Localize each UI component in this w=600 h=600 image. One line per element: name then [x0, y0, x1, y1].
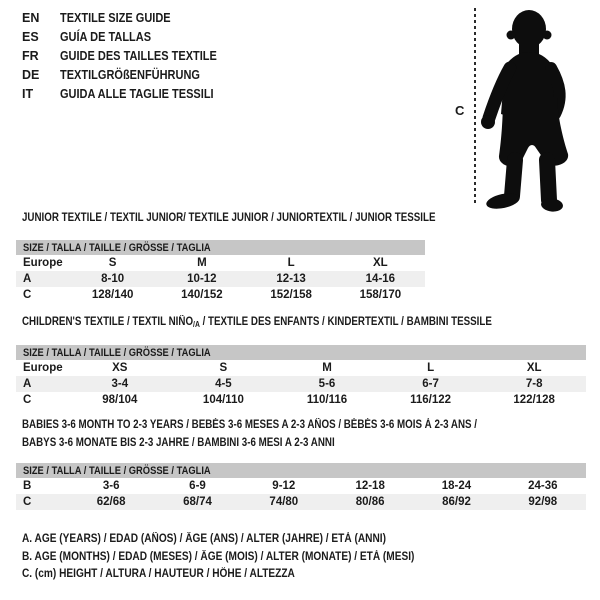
table-row [16, 271, 425, 287]
table-cell: 8-10 [101, 273, 125, 285]
table-cell: XL [526, 362, 542, 374]
table-row [16, 494, 586, 510]
table-cell: 4-5 [215, 378, 232, 390]
language-title [60, 68, 219, 82]
table-cell: 6-7 [422, 378, 439, 390]
table-cell: 122/128 [513, 394, 555, 406]
footer-note [22, 566, 468, 584]
row-label: C [23, 394, 32, 406]
language-code: FR [22, 48, 39, 63]
size-header-text: SIZE / TALLA / TAILLE / GRÖSSE / TAGLIA [23, 346, 211, 359]
table-cell: 7-8 [525, 378, 543, 390]
language-row [22, 84, 238, 103]
language-row [22, 46, 238, 65]
row-label: A [23, 273, 32, 285]
language-row [22, 8, 238, 27]
table-cell: 98/104 [102, 394, 138, 406]
children-title-sub: /A [193, 320, 200, 329]
measure-line [474, 8, 476, 204]
row-label: Europe [23, 362, 63, 374]
table-cell: 158/170 [359, 289, 402, 301]
language-list [22, 8, 238, 103]
language-title-text: GUÍA DE TALLAS [60, 29, 152, 44]
table-cell: M [197, 257, 207, 269]
language-row [22, 27, 238, 46]
babies-title-line1: BABIES 3-6 MONTH TO 2-3 YEARS / BEBÉS 3-6 MESES A 2-3 AÑOS / BÉBÉS 3-6 MOIS À 2-3 ANS / [22, 419, 478, 431]
table-row [16, 287, 425, 303]
language-title [60, 49, 238, 63]
table-cell: 104/110 [202, 394, 244, 406]
footer-note-text: C. (cm) HEIGHT / ALTURA / HAUTEUR / HÖHE / ALTEZZA [22, 568, 295, 580]
babies-section-title [22, 419, 557, 455]
children-size-table [16, 345, 586, 408]
table-cell: XS [112, 362, 128, 374]
language-title-text: TEXTILE SIZE GUIDE [60, 10, 171, 25]
table-cell: 86/92 [442, 496, 471, 508]
language-code: DE [22, 67, 40, 82]
language-title [60, 87, 235, 101]
table-row [16, 376, 586, 392]
table-row [16, 478, 586, 494]
row-label: A [23, 378, 32, 390]
table-cell: 24-36 [528, 480, 558, 492]
row-label: C [23, 289, 32, 301]
table-cell: 140/152 [181, 289, 223, 301]
table-cell: 18-24 [441, 480, 472, 492]
table-cell: M [322, 362, 332, 374]
baby-silhouette-icon [478, 2, 598, 214]
table-cell: 3-6 [102, 480, 120, 492]
size-header-bar [16, 240, 425, 255]
row-label: C [23, 496, 32, 508]
table-row [16, 392, 586, 408]
table-cell: 80/86 [355, 496, 385, 508]
measure-label: C [455, 103, 465, 118]
language-title-text: GUIDE DES TAILLES TEXTILE [60, 48, 217, 63]
language-title-text: TEXTILGRÖßENFÜHRUNG [60, 67, 200, 82]
table-cell: 128/140 [91, 289, 134, 301]
language-title-text: GUIDA ALLE TAGLIE TESSILI [60, 86, 214, 101]
language-code: ES [22, 29, 39, 44]
table-cell: XL [373, 257, 388, 269]
children-title-post: / TEXTILE DES ENFANTS / KINDERTEXTIL / BAMBINI TESSILE [199, 316, 492, 328]
table-cell: 14-16 [365, 273, 396, 285]
table-cell: 10-12 [187, 273, 217, 285]
row-label: B [23, 480, 32, 492]
table-cell: 3-4 [111, 378, 129, 390]
children-title-text [22, 316, 492, 329]
language-title [60, 11, 186, 25]
table-cell: L [427, 362, 435, 374]
table-row [16, 255, 425, 271]
footer-note-text: A. AGE (YEARS) / EDAD (AÑOS) / ÂGE (ANS) / ALTER (JAHRE) / ETÀ (ANNI) [22, 533, 386, 545]
table-row [16, 360, 586, 376]
language-code: EN [22, 10, 40, 25]
table-cell: 110/116 [306, 394, 348, 406]
size-header-bar [16, 463, 586, 478]
babies-size-table [16, 463, 586, 510]
junior-section-title [22, 212, 508, 224]
language-row [22, 65, 238, 84]
table-cell: 68/74 [183, 496, 212, 508]
table-cell: 152/158 [270, 289, 312, 301]
junior-size-table [16, 240, 425, 303]
language-title [60, 30, 163, 44]
table-cell: L [287, 257, 295, 269]
measurement-legend [22, 531, 468, 584]
children-section-title [22, 316, 575, 329]
language-code: IT [22, 86, 34, 101]
footer-note [22, 531, 468, 549]
table-cell: S [108, 257, 117, 269]
table-cell: 74/80 [269, 496, 299, 508]
table-cell: 116/122 [410, 394, 452, 406]
size-header-text: SIZE / TALLA / TAILLE / GRÖSSE / TAGLIA [23, 464, 211, 477]
table-cell: 12-18 [355, 480, 385, 492]
row-label: Europe [23, 257, 63, 269]
size-header-text: SIZE / TALLA / TAILLE / GRÖSSE / TAGLIA [23, 241, 211, 254]
babies-title-line2: BABYS 3-6 MONATE BIS 2-3 JAHRE / BAMBINI 3-6 MESI A 2-3 ANNI [22, 437, 335, 449]
size-header-bar [16, 345, 586, 360]
footer-note [22, 549, 468, 567]
junior-title-text: JUNIOR TEXTILE / TEXTIL JUNIOR/ TEXTILE JUNIOR / JUNIORTEXTIL / JUNIOR TESSILE [22, 212, 436, 224]
table-cell: 6-9 [189, 480, 206, 492]
table-cell: 62/68 [96, 496, 126, 508]
table-cell: 5-6 [318, 378, 336, 390]
table-cell: 12-13 [276, 273, 306, 285]
table-cell: 9-12 [272, 480, 296, 492]
table-cell: 92/98 [528, 496, 558, 508]
table-cell: S [219, 362, 228, 374]
footer-note-text: B. AGE (MONTHS) / EDAD (MESES) / ÂGE (MOIS) / ALTER (MONATE) / ETÀ (MESI) [22, 550, 415, 563]
children-title-pre: CHILDREN'S TEXTILE / TEXTIL NIÑO [22, 316, 194, 328]
